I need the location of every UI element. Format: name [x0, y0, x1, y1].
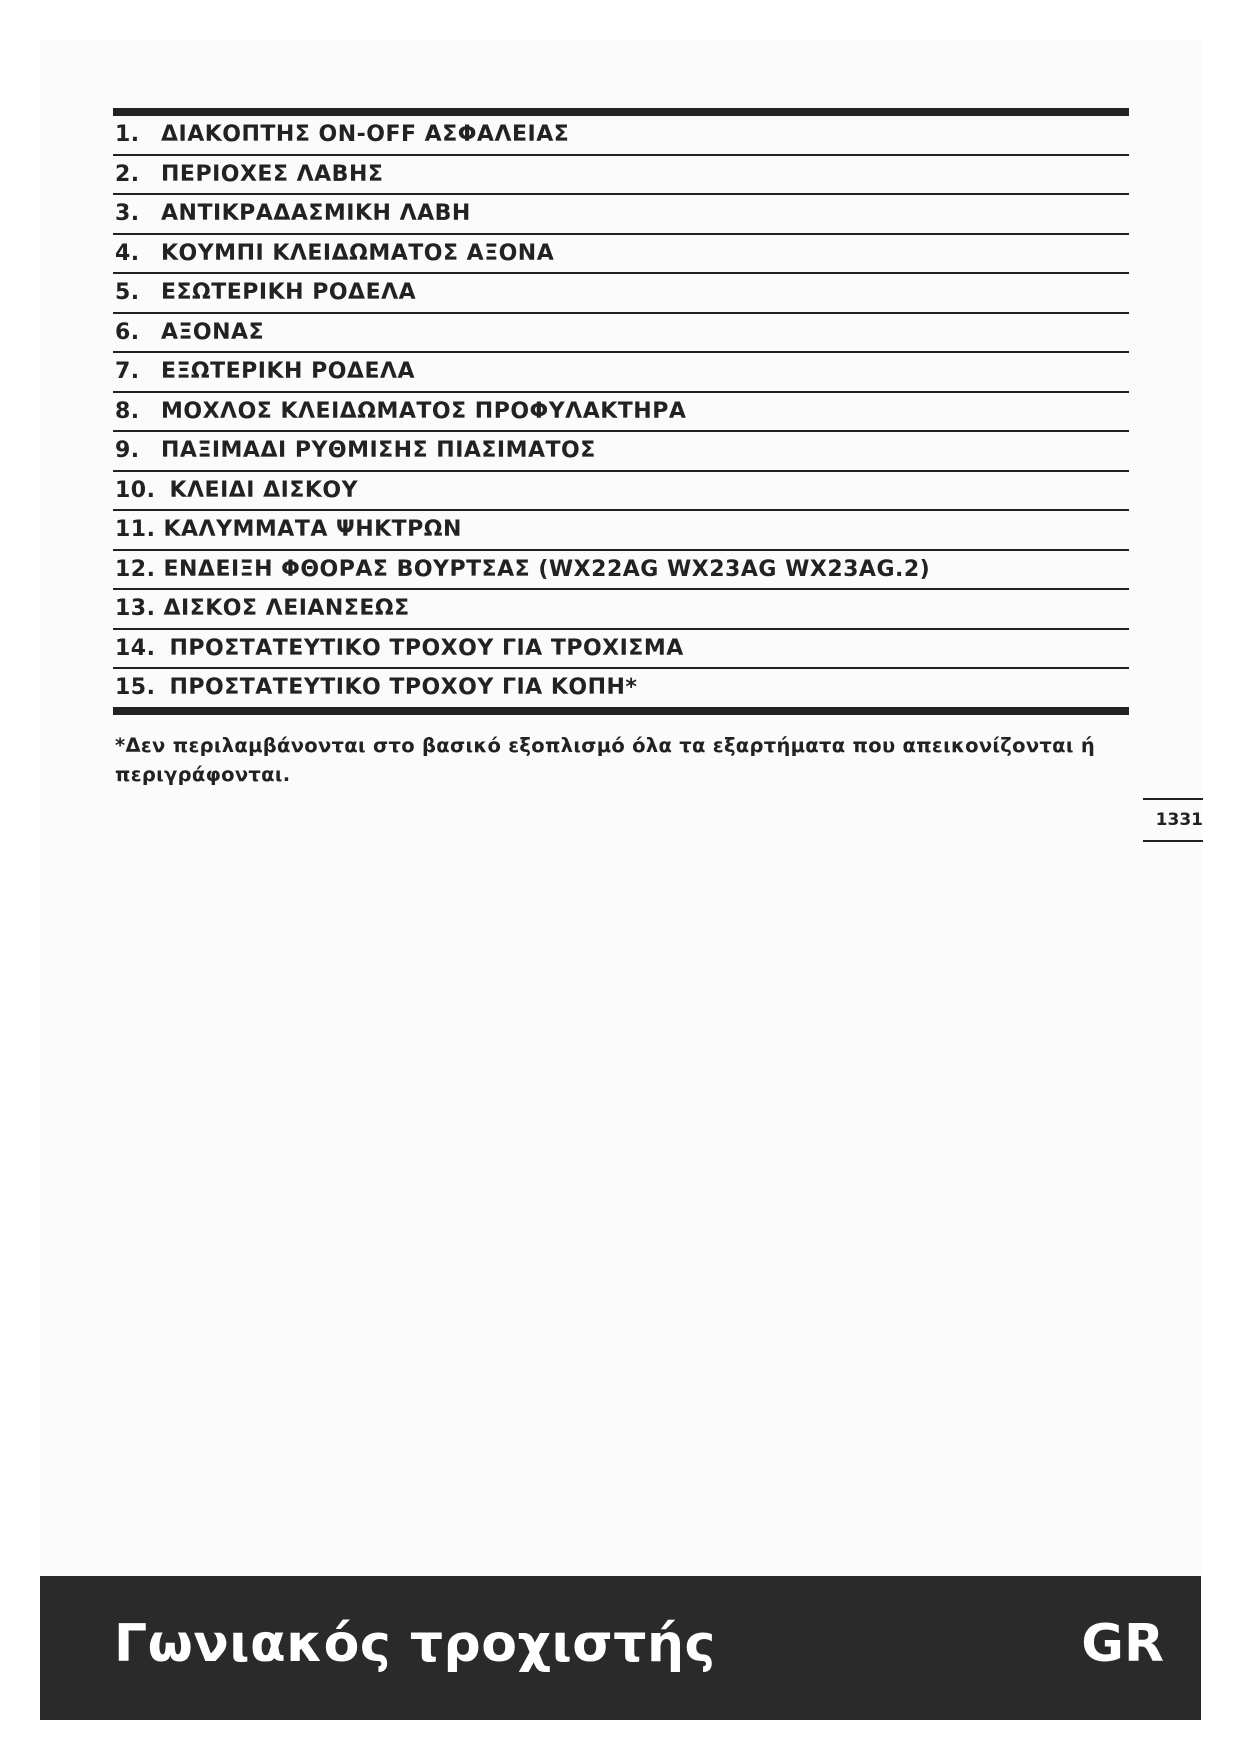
item-number: 8. [115, 398, 140, 424]
list-item [113, 590, 1129, 630]
footer-title: Γωνιακός τροχιστής [114, 1614, 716, 1674]
item-label: ΠΡΟΣΤΑΤΕΥΤΙΚΟ ΤΡΟΧΟΥ ΓΙΑ ΤΡΟΧΙΣΜΑ [169, 635, 684, 661]
item-label: ΠΑΞΙΜΑΔΙ ΡΥΘΜΙΣΗΣ ΠΙΑΣΙΜΑΤΟΣ [161, 438, 596, 464]
item-label: ΜΟΧΛΟΣ ΚΛΕΙΔΩΜΑΤΟΣ ΠΡΟΦΥΛΑΚΤΗΡΑ [161, 398, 687, 424]
item-number: 11. [115, 517, 156, 543]
list-item [113, 274, 1129, 314]
item-number: 3. [115, 201, 140, 227]
item-number: 13. [115, 596, 156, 622]
footer-banner [40, 1576, 1201, 1720]
item-number: 9. [115, 438, 140, 464]
item-label: ΕΞΩΤΕΡΙΚΗ ΡΟΔΕΛΑ [161, 359, 416, 385]
item-number: 15. [115, 675, 156, 701]
list-item [113, 669, 1129, 707]
language-code: GR [1081, 1614, 1164, 1674]
item-number: 14. [115, 635, 156, 661]
item-label: ΑΞΟΝΑΣ [161, 319, 265, 345]
item-number: 5. [115, 280, 140, 306]
page-number: 1331 [1143, 798, 1203, 842]
list-item [113, 235, 1129, 275]
list-item [113, 630, 1129, 670]
list-item [113, 195, 1129, 235]
item-number: 1. [115, 122, 140, 148]
item-label: ΑΝΤΙΚΡΑΔΑΣΜΙΚΗ ΛΑΒΗ [161, 201, 471, 227]
item-number: 2. [115, 161, 140, 187]
item-label: ΔΙΣΚΟΣ ΛΕΙΑΝΣΕΩΣ [163, 596, 410, 622]
list-item [113, 393, 1129, 433]
list-item [113, 511, 1129, 551]
footnote: *Δεν περιλαμβάνονται στο βασικό εξοπλισμό όλα τα εξαρτήματα που απεικονίζονται ή περιγράφονται. [115, 734, 1096, 786]
list-item [113, 432, 1129, 472]
list-item [113, 551, 1129, 591]
parts-list [113, 108, 1129, 715]
item-label: ΔΙΑΚΟΠΤΗΣ ON-OFF ΑΣΦΑΛΕΙΑΣ [161, 122, 570, 148]
item-label: ΚΟΥΜΠΙ ΚΛΕΙΔΩΜΑΤΟΣ ΑΞΟΝΑ [161, 240, 555, 266]
item-label: ΠΡΟΣΤΑΤΕΥΤΙΚΟ ΤΡΟΧΟΥ ΓΙΑ ΚΟΠΗ* [169, 675, 638, 701]
item-label: ΕΣΩΤΕΡΙΚΗ ΡΟΔΕΛΑ [161, 280, 417, 306]
item-label: ΕΝΔΕΙΞΗ ΦΘΟΡΑΣ ΒΟΥΡΤΣΑΣ (WX22AG WX23AG WX23AG.2) [163, 556, 931, 582]
item-number: 7. [115, 359, 140, 385]
list-item [113, 353, 1129, 393]
list-item [113, 156, 1129, 196]
item-number: 6. [115, 319, 140, 345]
item-number: 4. [115, 240, 140, 266]
item-number: 10. [115, 477, 156, 503]
item-label: ΠΕΡΙΟΧΕΣ ΛΑΒΗΣ [161, 161, 384, 187]
item-label: ΚΑΛΥΜΜΑΤΑ ΨΗΚΤΡΩΝ [163, 517, 462, 543]
list-item [113, 116, 1129, 156]
list-item [113, 472, 1129, 512]
item-label: ΚΛΕΙΔΙ ΔΙΣΚΟΥ [169, 477, 359, 503]
item-number: 12. [115, 556, 156, 582]
list-item [113, 314, 1129, 354]
